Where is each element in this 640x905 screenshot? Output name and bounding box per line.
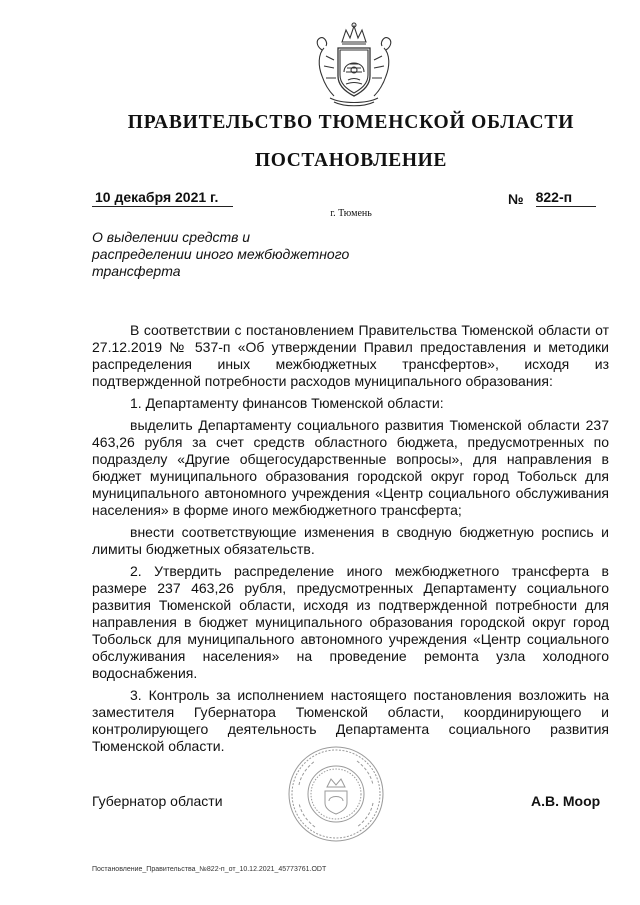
document-subject: О выделении средств и распределении иного межбюджетного трансферта xyxy=(92,229,350,279)
paragraph-item-3: 3. Контроль за исполнением настоящего постановления возложить на заместителя Губернатора Тюменской области, координирующего и контролирующего деятельность Департамента социального развития Тюменской области. xyxy=(92,687,609,754)
paragraph-item-1: 1. Департаменту финансов Тюменской области: xyxy=(130,395,444,411)
paragraph-preamble: В соответствии с постановлением Правительства Тюменской области от 27.12.2019 № 537-п «Об утверждении Правил предоставления и методики распределения иных межбюджетных трансфертов», исходя из подтвержденной потребности расходов муниципального образования: xyxy=(92,322,609,389)
paragraph-item-2: 2. Утвердить распределение иного межбюджетного трансферта в размере 237 463,26 рубля, предусмотренных Департаменту социального развития Тюменской области, исходя из подтвержденной потребности для направления в бюджет муниципального образования городской округ город Тобольск для муниципального автономного учреждения «Центр социального обслуживания населения» на проведение ремонта узла холодного водоснабжения. xyxy=(92,563,609,681)
official-seal-stamp xyxy=(287,745,385,843)
number-value: 822-п xyxy=(536,189,596,207)
number-sign: № xyxy=(508,191,524,207)
city-label: г. Тюмень xyxy=(330,208,372,219)
signatory-position: Губернатор области xyxy=(92,793,223,809)
paragraph-item-1-allocate: выделить Департаменту социального развития Тюменской области 237 463,26 рубля за счет средств областного бюджета, предусмотренных по подразделу «Другие общегосударственные вопросы», для направления в бюджет муниципального образования городской округ город Тобольск для муниципального автономного учреждения «Центр социального обслуживания населения» в форме иного межбюджетного трансферта; xyxy=(92,417,609,518)
signatory-name: А.В. Моор xyxy=(531,793,601,809)
paragraph-item-1-amend: внести соответствующие изменения в сводную бюджетную роспись и лимиты бюджетных обязательств. xyxy=(92,524,609,557)
organization-title: ПРАВИТЕЛЬСТВО ТЮМЕНСКОЙ ОБЛАСТИ xyxy=(127,112,575,133)
footer-filename: Постановление_Правительства_№822-п_от_10.12.2021_45773761.ODT xyxy=(92,866,327,873)
document-body xyxy=(92,322,609,760)
coat-of-arms-icon xyxy=(312,20,396,108)
document-date: 10 декабря 2021 г. xyxy=(92,189,233,207)
document-type-title: ПОСТАНОВЛЕНИЕ xyxy=(254,150,448,171)
document-number xyxy=(508,189,596,207)
